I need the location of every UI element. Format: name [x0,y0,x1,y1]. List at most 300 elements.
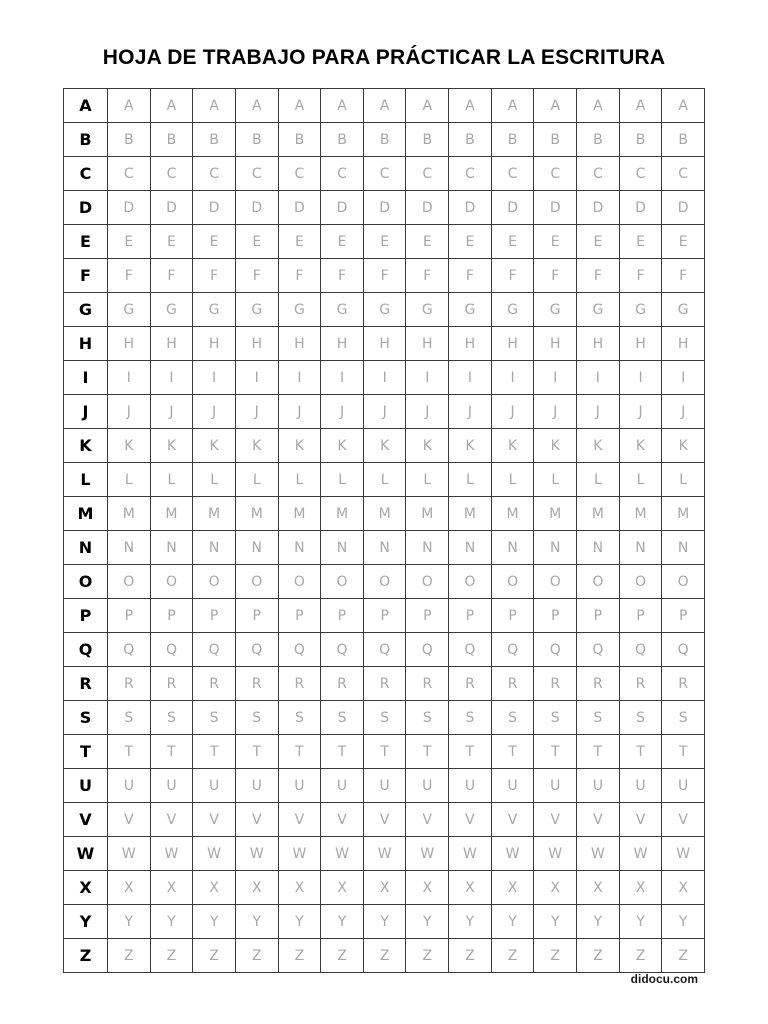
trace-letter: O [150,565,193,599]
trace-letter: X [278,871,321,905]
trace-letter: V [619,803,662,837]
trace-letter: I [363,361,406,395]
model-letter: S [64,701,108,735]
model-letter: B [64,123,108,157]
trace-letter: W [662,837,705,871]
trace-letter: V [406,803,449,837]
trace-letter: X [363,871,406,905]
trace-letter: J [534,395,577,429]
trace-letter: E [449,225,492,259]
trace-letter: W [619,837,662,871]
brand-watermark: didocu.com [630,972,698,986]
trace-letter: W [577,837,620,871]
trace-letter: Y [278,905,321,939]
trace-letter: M [235,497,278,531]
trace-letter: Y [108,905,151,939]
model-letter: R [64,667,108,701]
trace-letter: Z [491,939,534,973]
model-letter: U [64,769,108,803]
trace-letter: B [363,123,406,157]
model-letter: X [64,871,108,905]
trace-letter: C [662,157,705,191]
trace-letter: Q [534,633,577,667]
trace-letter: N [662,531,705,565]
letter-row-z [64,939,705,973]
trace-letter: Z [321,939,364,973]
trace-letter: G [363,293,406,327]
trace-letter: G [662,293,705,327]
trace-letter: J [150,395,193,429]
trace-letter: R [491,667,534,701]
trace-letter: B [278,123,321,157]
trace-letter: Z [619,939,662,973]
trace-letter: M [619,497,662,531]
trace-letter: H [193,327,236,361]
trace-letter: M [321,497,364,531]
trace-letter: J [108,395,151,429]
trace-letter: L [108,463,151,497]
trace-letter: X [193,871,236,905]
trace-letter: V [235,803,278,837]
trace-letter: B [321,123,364,157]
trace-letter: P [363,599,406,633]
trace-letter: D [108,191,151,225]
trace-letter: L [321,463,364,497]
trace-letter: R [108,667,151,701]
trace-letter: R [449,667,492,701]
model-letter: C [64,157,108,191]
trace-letter: J [321,395,364,429]
trace-letter: L [235,463,278,497]
trace-letter: F [449,259,492,293]
trace-letter: G [619,293,662,327]
trace-letter: H [278,327,321,361]
trace-letter: N [235,531,278,565]
trace-letter: L [449,463,492,497]
trace-letter: S [278,701,321,735]
trace-letter: F [321,259,364,293]
trace-letter: K [108,429,151,463]
trace-letter: Y [321,905,364,939]
trace-letter: G [193,293,236,327]
trace-letter: M [662,497,705,531]
trace-letter: R [150,667,193,701]
grid-body [64,89,705,973]
trace-letter: Z [235,939,278,973]
trace-letter: O [321,565,364,599]
trace-letter: M [534,497,577,531]
trace-letter: S [534,701,577,735]
trace-letter: E [150,225,193,259]
letter-row-a [64,89,705,123]
trace-letter: Q [662,633,705,667]
trace-letter: S [235,701,278,735]
trace-letter: K [491,429,534,463]
trace-letter: O [193,565,236,599]
model-letter: O [64,565,108,599]
trace-letter: P [406,599,449,633]
trace-letter: N [150,531,193,565]
trace-letter: I [235,361,278,395]
trace-letter: E [406,225,449,259]
trace-letter: C [193,157,236,191]
trace-letter: Z [150,939,193,973]
trace-letter: X [619,871,662,905]
trace-letter: G [577,293,620,327]
trace-letter: M [449,497,492,531]
letter-row-g [64,293,705,327]
trace-letter: U [108,769,151,803]
trace-letter: P [235,599,278,633]
trace-letter: N [321,531,364,565]
trace-letter: X [108,871,151,905]
trace-letter: X [150,871,193,905]
trace-letter: W [363,837,406,871]
trace-letter: A [491,89,534,123]
writing-practice-grid [63,88,705,973]
trace-letter: M [278,497,321,531]
trace-letter: Y [449,905,492,939]
trace-letter: A [619,89,662,123]
trace-letter: R [321,667,364,701]
trace-letter: B [108,123,151,157]
trace-letter: T [449,735,492,769]
trace-letter: Z [108,939,151,973]
trace-letter: M [491,497,534,531]
letter-row-j [64,395,705,429]
trace-letter: P [321,599,364,633]
trace-letter: I [406,361,449,395]
trace-letter: T [321,735,364,769]
model-letter: E [64,225,108,259]
trace-letter: R [577,667,620,701]
trace-letter: A [108,89,151,123]
trace-letter: C [534,157,577,191]
trace-letter: H [321,327,364,361]
trace-letter: D [577,191,620,225]
trace-letter: Z [662,939,705,973]
trace-letter: Z [278,939,321,973]
trace-letter: B [577,123,620,157]
letter-row-u [64,769,705,803]
trace-letter: D [193,191,236,225]
letter-row-h [64,327,705,361]
trace-letter: F [619,259,662,293]
trace-letter: J [449,395,492,429]
trace-letter: W [449,837,492,871]
trace-letter: C [278,157,321,191]
trace-letter: T [150,735,193,769]
trace-letter: C [235,157,278,191]
trace-letter: M [108,497,151,531]
model-letter: F [64,259,108,293]
trace-letter: H [235,327,278,361]
trace-letter: B [534,123,577,157]
trace-letter: N [577,531,620,565]
trace-letter: E [491,225,534,259]
trace-letter: P [278,599,321,633]
trace-letter: D [278,191,321,225]
trace-letter: A [363,89,406,123]
trace-letter: E [534,225,577,259]
trace-letter: G [278,293,321,327]
trace-letter: S [577,701,620,735]
trace-letter: V [577,803,620,837]
trace-letter: D [619,191,662,225]
trace-letter: I [491,361,534,395]
trace-letter: R [406,667,449,701]
trace-letter: P [108,599,151,633]
trace-letter: H [363,327,406,361]
model-letter: W [64,837,108,871]
trace-letter: H [491,327,534,361]
trace-letter: C [449,157,492,191]
trace-letter: B [235,123,278,157]
letter-row-d [64,191,705,225]
trace-letter: V [278,803,321,837]
model-letter: Q [64,633,108,667]
trace-letter: I [449,361,492,395]
trace-letter: D [235,191,278,225]
trace-letter: T [491,735,534,769]
trace-letter: E [363,225,406,259]
trace-letter: X [321,871,364,905]
trace-letter: Z [449,939,492,973]
trace-letter: Q [363,633,406,667]
trace-letter: J [278,395,321,429]
trace-letter: L [662,463,705,497]
trace-letter: I [150,361,193,395]
trace-letter: I [278,361,321,395]
trace-letter: G [491,293,534,327]
trace-letter: U [235,769,278,803]
trace-letter: A [662,89,705,123]
trace-letter: L [363,463,406,497]
trace-letter: J [577,395,620,429]
trace-letter: W [150,837,193,871]
trace-letter: O [449,565,492,599]
trace-letter: O [363,565,406,599]
trace-letter: H [662,327,705,361]
trace-letter: B [662,123,705,157]
trace-letter: P [534,599,577,633]
trace-letter: V [150,803,193,837]
model-letter: I [64,361,108,395]
trace-letter: H [150,327,193,361]
trace-letter: A [449,89,492,123]
trace-letter: R [534,667,577,701]
model-letter: D [64,191,108,225]
trace-letter: S [363,701,406,735]
trace-letter: W [321,837,364,871]
trace-letter: L [150,463,193,497]
trace-letter: J [406,395,449,429]
trace-letter: Z [406,939,449,973]
trace-letter: Q [321,633,364,667]
trace-letter: F [108,259,151,293]
trace-letter: F [363,259,406,293]
trace-letter: D [534,191,577,225]
trace-letter: B [193,123,236,157]
trace-letter: J [193,395,236,429]
trace-letter: X [235,871,278,905]
trace-letter: T [534,735,577,769]
trace-letter: V [491,803,534,837]
trace-letter: P [449,599,492,633]
trace-letter: U [150,769,193,803]
trace-letter: R [619,667,662,701]
model-letter: N [64,531,108,565]
trace-letter: W [534,837,577,871]
trace-letter: E [619,225,662,259]
trace-letter: M [193,497,236,531]
trace-letter: G [150,293,193,327]
trace-letter: B [150,123,193,157]
trace-letter: A [193,89,236,123]
trace-letter: J [619,395,662,429]
trace-letter: Q [449,633,492,667]
trace-letter: W [491,837,534,871]
trace-letter: N [193,531,236,565]
trace-letter: K [619,429,662,463]
model-letter: G [64,293,108,327]
trace-letter: B [491,123,534,157]
trace-letter: H [406,327,449,361]
trace-letter: S [150,701,193,735]
trace-letter: A [321,89,364,123]
trace-letter: G [108,293,151,327]
model-letter: V [64,803,108,837]
letter-row-n [64,531,705,565]
trace-letter: O [577,565,620,599]
trace-letter: A [235,89,278,123]
letter-row-t [64,735,705,769]
trace-letter: T [235,735,278,769]
trace-letter: M [406,497,449,531]
trace-letter: H [534,327,577,361]
trace-letter: J [662,395,705,429]
trace-letter: F [534,259,577,293]
trace-letter: O [534,565,577,599]
trace-letter: G [449,293,492,327]
trace-letter: X [449,871,492,905]
trace-letter: Z [363,939,406,973]
trace-letter: R [235,667,278,701]
trace-letter: M [363,497,406,531]
trace-letter: W [108,837,151,871]
trace-letter: P [662,599,705,633]
letter-row-l [64,463,705,497]
trace-letter: P [577,599,620,633]
trace-letter: V [363,803,406,837]
letter-row-v [64,803,705,837]
trace-letter: S [619,701,662,735]
trace-letter: I [534,361,577,395]
trace-letter: I [619,361,662,395]
trace-letter: O [619,565,662,599]
trace-letter: X [406,871,449,905]
trace-letter: T [662,735,705,769]
trace-letter: T [406,735,449,769]
trace-letter: Y [235,905,278,939]
trace-letter: F [491,259,534,293]
trace-letter: D [406,191,449,225]
trace-letter: V [193,803,236,837]
trace-letter: J [363,395,406,429]
trace-letter: O [108,565,151,599]
trace-letter: W [406,837,449,871]
trace-letter: N [491,531,534,565]
trace-letter: E [235,225,278,259]
trace-letter: N [108,531,151,565]
trace-letter: D [363,191,406,225]
model-letter: H [64,327,108,361]
trace-letter: L [278,463,321,497]
trace-letter: T [363,735,406,769]
trace-letter: Q [406,633,449,667]
trace-letter: I [662,361,705,395]
model-letter: J [64,395,108,429]
trace-letter: D [321,191,364,225]
trace-letter: Q [235,633,278,667]
trace-letter: U [321,769,364,803]
trace-letter: C [406,157,449,191]
trace-letter: S [406,701,449,735]
trace-letter: A [406,89,449,123]
trace-letter: D [449,191,492,225]
trace-letter: Q [491,633,534,667]
trace-letter: Y [577,905,620,939]
trace-letter: C [577,157,620,191]
trace-letter: N [449,531,492,565]
trace-letter: H [449,327,492,361]
trace-letter: Y [150,905,193,939]
model-letter: L [64,463,108,497]
trace-letter: L [193,463,236,497]
trace-letter: I [193,361,236,395]
trace-letter: X [491,871,534,905]
trace-letter: A [534,89,577,123]
trace-letter: Y [534,905,577,939]
trace-letter: U [406,769,449,803]
trace-letter: Y [491,905,534,939]
trace-letter: S [662,701,705,735]
trace-letter: F [577,259,620,293]
trace-letter: Q [108,633,151,667]
trace-letter: O [491,565,534,599]
model-letter: K [64,429,108,463]
trace-letter: H [108,327,151,361]
model-letter: T [64,735,108,769]
trace-letter: B [619,123,662,157]
trace-letter: R [193,667,236,701]
trace-letter: A [577,89,620,123]
trace-letter: K [321,429,364,463]
trace-letter: K [363,429,406,463]
trace-letter: U [278,769,321,803]
trace-letter: Q [278,633,321,667]
trace-letter: Y [406,905,449,939]
trace-letter: S [193,701,236,735]
trace-letter: E [662,225,705,259]
trace-letter: V [321,803,364,837]
trace-letter: Q [619,633,662,667]
trace-letter: F [150,259,193,293]
trace-letter: T [193,735,236,769]
letter-row-e [64,225,705,259]
trace-letter: J [491,395,534,429]
trace-letter: U [491,769,534,803]
